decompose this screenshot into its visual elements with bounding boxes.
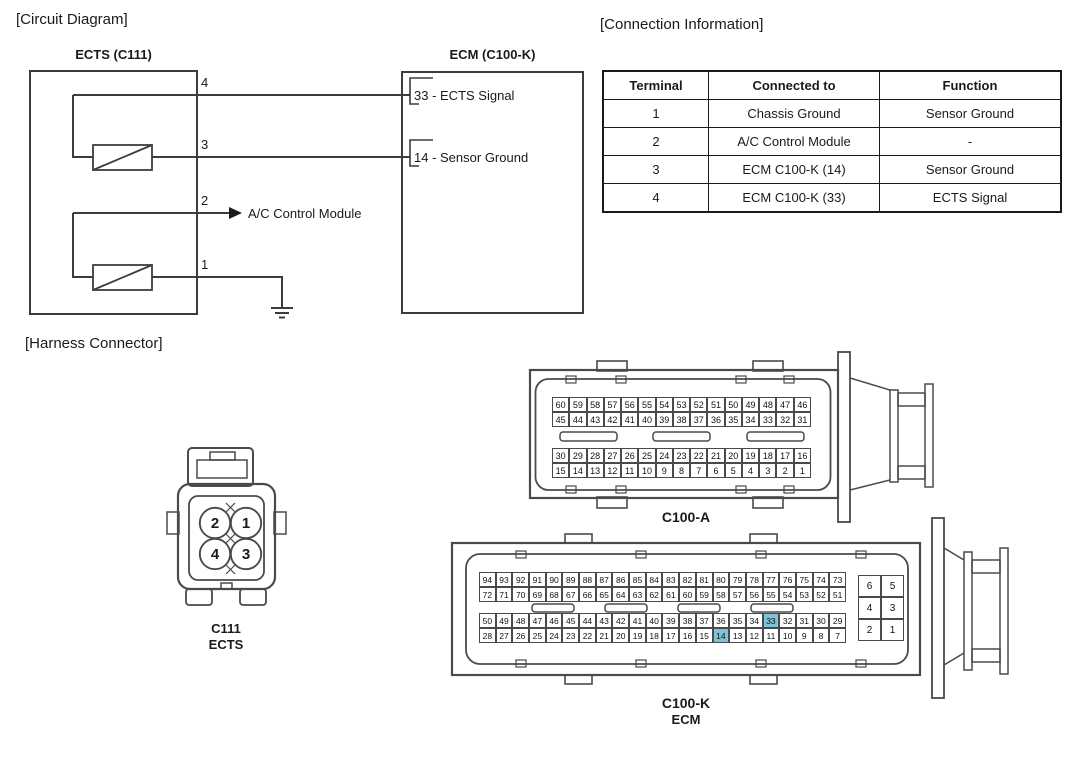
pin-cell-83: 83 bbox=[662, 572, 679, 587]
pin-cell-52: 52 bbox=[690, 397, 707, 412]
pin-cell-93: 93 bbox=[496, 572, 513, 587]
c100k-subtitle: ECM bbox=[671, 712, 701, 727]
pin-number-1: 1 bbox=[201, 257, 209, 272]
pin-cell-56: 56 bbox=[746, 587, 763, 602]
pin-cell-90: 90 bbox=[546, 572, 563, 587]
pin-cell-40: 40 bbox=[638, 412, 655, 427]
pin-cell-41: 41 bbox=[629, 613, 646, 628]
pin-cell-70: 70 bbox=[512, 587, 529, 602]
pin-cell-5: 5 bbox=[881, 575, 904, 597]
pin-cell-76: 76 bbox=[779, 572, 796, 587]
pin-cell-11: 11 bbox=[763, 628, 780, 643]
pin-cell-14: 14 bbox=[713, 628, 730, 643]
pin-cell-1: 1 bbox=[794, 463, 811, 478]
table-cell: 1 bbox=[603, 100, 709, 128]
pin-cell-19: 19 bbox=[742, 448, 759, 463]
pin-cell-29: 29 bbox=[829, 613, 846, 628]
c100a-connector-svg bbox=[520, 348, 1072, 523]
pin-cell-66: 66 bbox=[579, 587, 596, 602]
pin-cell-15: 15 bbox=[552, 463, 569, 478]
circuit-diagram-svg bbox=[0, 40, 600, 340]
pin-number-3: 3 bbox=[201, 137, 209, 152]
pin-cell-65: 65 bbox=[596, 587, 613, 602]
pin-cell-12: 12 bbox=[746, 628, 763, 643]
pin-cell-74: 74 bbox=[813, 572, 830, 587]
pin-cell-1: 1 bbox=[881, 619, 904, 641]
pin-cell-33: 33 bbox=[759, 412, 776, 427]
pin-cell-67: 67 bbox=[562, 587, 579, 602]
table-cell: Sensor Ground bbox=[880, 100, 1062, 128]
c111-connector-svg bbox=[150, 440, 310, 615]
pin-cell-17: 17 bbox=[662, 628, 679, 643]
pin-cell-23: 23 bbox=[562, 628, 579, 643]
pin-cell-82: 82 bbox=[679, 572, 696, 587]
pin-cell-16: 16 bbox=[679, 628, 696, 643]
pin-cell-10: 10 bbox=[779, 628, 796, 643]
pin-cell-50: 50 bbox=[479, 613, 496, 628]
pin-cell-6: 6 bbox=[707, 463, 724, 478]
pin-cell-20: 20 bbox=[725, 448, 742, 463]
pin-cell-49: 49 bbox=[742, 397, 759, 412]
pin-cell-43: 43 bbox=[596, 613, 613, 628]
pin-cell-32: 32 bbox=[779, 613, 796, 628]
pin-cell-51: 51 bbox=[707, 397, 724, 412]
c111-pin-3: 3 bbox=[241, 546, 251, 563]
pin-cell-27: 27 bbox=[496, 628, 513, 643]
pin-cell-56: 56 bbox=[621, 397, 638, 412]
col-function: Function bbox=[880, 71, 1062, 100]
pin-cell-9: 9 bbox=[656, 463, 673, 478]
pin-cell-84: 84 bbox=[646, 572, 663, 587]
pin-cell-20: 20 bbox=[612, 628, 629, 643]
pin-cell-43: 43 bbox=[587, 412, 604, 427]
table-cell: 2 bbox=[603, 128, 709, 156]
pin-cell-3: 3 bbox=[881, 597, 904, 619]
pin-cell-69: 69 bbox=[529, 587, 546, 602]
pin-cell-5: 5 bbox=[725, 463, 742, 478]
pin-cell-81: 81 bbox=[696, 572, 713, 587]
ecm-pin-14-label: 14 - Sensor Ground bbox=[414, 150, 529, 165]
ecm-box bbox=[402, 72, 583, 313]
pin-cell-16: 16 bbox=[794, 448, 811, 463]
pin-cell-28: 28 bbox=[587, 448, 604, 463]
pin-cell-61: 61 bbox=[662, 587, 679, 602]
pin-cell-8: 8 bbox=[813, 628, 830, 643]
pin-cell-59: 59 bbox=[696, 587, 713, 602]
table-cell: 3 bbox=[603, 156, 709, 184]
pin-cell-15: 15 bbox=[696, 628, 713, 643]
pin-cell-88: 88 bbox=[579, 572, 596, 587]
pin-cell-33: 33 bbox=[763, 613, 780, 628]
connection-information-title: [Connection Information] bbox=[600, 16, 764, 33]
pin-cell-35: 35 bbox=[729, 613, 746, 628]
pin-cell-23: 23 bbox=[673, 448, 690, 463]
pin-cell-57: 57 bbox=[729, 587, 746, 602]
pin-cell-27: 27 bbox=[604, 448, 621, 463]
pin-cell-44: 44 bbox=[579, 613, 596, 628]
pin-cell-42: 42 bbox=[612, 613, 629, 628]
table-cell: A/C Control Module bbox=[709, 128, 880, 156]
c100k-side-pin-block bbox=[858, 575, 904, 641]
pin-cell-7: 7 bbox=[829, 628, 846, 643]
col-terminal: Terminal bbox=[603, 71, 709, 100]
table-cell: 4 bbox=[603, 184, 709, 213]
pin-cell-22: 22 bbox=[579, 628, 596, 643]
pin-cell-79: 79 bbox=[729, 572, 746, 587]
pin-cell-31: 31 bbox=[794, 412, 811, 427]
pin-cell-47: 47 bbox=[529, 613, 546, 628]
pin-cell-52: 52 bbox=[813, 587, 830, 602]
pin-cell-24: 24 bbox=[546, 628, 563, 643]
pin-cell-59: 59 bbox=[569, 397, 586, 412]
pin-cell-30: 30 bbox=[552, 448, 569, 463]
c100a-name: C100-A bbox=[661, 509, 711, 525]
pin-cell-55: 55 bbox=[763, 587, 780, 602]
pin-cell-50: 50 bbox=[725, 397, 742, 412]
pin-cell-34: 34 bbox=[742, 412, 759, 427]
pin-cell-60: 60 bbox=[679, 587, 696, 602]
table-header-row bbox=[603, 71, 1061, 100]
pin-cell-45: 45 bbox=[552, 412, 569, 427]
pin-cell-58: 58 bbox=[587, 397, 604, 412]
arrow-icon bbox=[229, 207, 242, 219]
pin-cell-49: 49 bbox=[496, 613, 513, 628]
pin-cell-72: 72 bbox=[479, 587, 496, 602]
ecm-pin-33-label: 33 - ECTS Signal bbox=[414, 88, 515, 103]
pin-cell-94: 94 bbox=[479, 572, 496, 587]
table-row bbox=[603, 128, 1061, 156]
pin-cell-30: 30 bbox=[813, 613, 830, 628]
pin-cell-18: 18 bbox=[759, 448, 776, 463]
pin-cell-8: 8 bbox=[673, 463, 690, 478]
pin-cell-25: 25 bbox=[638, 448, 655, 463]
pin-cell-53: 53 bbox=[796, 587, 813, 602]
pin-cell-37: 37 bbox=[696, 613, 713, 628]
pin-cell-71: 71 bbox=[496, 587, 513, 602]
pin-cell-42: 42 bbox=[604, 412, 621, 427]
pin-cell-77: 77 bbox=[763, 572, 780, 587]
pin-cell-9: 9 bbox=[796, 628, 813, 643]
c100a-pin-grid-bottom bbox=[552, 448, 811, 478]
pin-cell-18: 18 bbox=[646, 628, 663, 643]
c100k-pin-grid-bottom bbox=[479, 613, 846, 643]
harness-connector-title: [Harness Connector] bbox=[25, 335, 163, 352]
pin-cell-2: 2 bbox=[776, 463, 793, 478]
pin-cell-34: 34 bbox=[746, 613, 763, 628]
pin-cell-21: 21 bbox=[707, 448, 724, 463]
c100k-name: C100-K bbox=[661, 695, 711, 711]
pin-cell-17: 17 bbox=[776, 448, 793, 463]
pin-cell-41: 41 bbox=[621, 412, 638, 427]
pin-cell-60: 60 bbox=[552, 397, 569, 412]
pin-cell-35: 35 bbox=[725, 412, 742, 427]
pin-cell-39: 39 bbox=[656, 412, 673, 427]
pin-cell-44: 44 bbox=[569, 412, 586, 427]
col-connected-to: Connected to bbox=[709, 71, 880, 100]
ground-icon bbox=[271, 308, 293, 318]
resistor-icon bbox=[93, 265, 152, 290]
pin-cell-29: 29 bbox=[569, 448, 586, 463]
connection-info-body bbox=[603, 100, 1061, 213]
pin-cell-6: 6 bbox=[858, 575, 881, 597]
table-row bbox=[603, 184, 1061, 213]
ac-control-module-label: A/C Control Module bbox=[248, 206, 362, 221]
pin-cell-26: 26 bbox=[512, 628, 529, 643]
pin-cell-64: 64 bbox=[612, 587, 629, 602]
pin-cell-24: 24 bbox=[656, 448, 673, 463]
pin-cell-13: 13 bbox=[587, 463, 604, 478]
pin-cell-7: 7 bbox=[690, 463, 707, 478]
pin-cell-21: 21 bbox=[596, 628, 613, 643]
pin-cell-68: 68 bbox=[546, 587, 563, 602]
pin-cell-89: 89 bbox=[562, 572, 579, 587]
resistor-icon bbox=[93, 145, 152, 170]
table-row bbox=[603, 156, 1061, 184]
pin-cell-58: 58 bbox=[713, 587, 730, 602]
pin-cell-39: 39 bbox=[662, 613, 679, 628]
pin-cell-14: 14 bbox=[569, 463, 586, 478]
circuit-diagram-title: [Circuit Diagram] bbox=[16, 11, 128, 28]
pin-cell-53: 53 bbox=[673, 397, 690, 412]
pin-cell-63: 63 bbox=[629, 587, 646, 602]
c100a-outline bbox=[530, 352, 933, 522]
pin-cell-75: 75 bbox=[796, 572, 813, 587]
pin-cell-3: 3 bbox=[759, 463, 776, 478]
table-cell: ECTS Signal bbox=[880, 184, 1062, 213]
c100a-pin-grid-top bbox=[552, 397, 811, 427]
c111-pin-2: 2 bbox=[210, 515, 220, 532]
pin-cell-22: 22 bbox=[690, 448, 707, 463]
pin-cell-78: 78 bbox=[746, 572, 763, 587]
c100k-pin-grid-top bbox=[479, 572, 846, 602]
c111-name: C111 bbox=[211, 621, 241, 636]
pin-cell-73: 73 bbox=[829, 572, 846, 587]
pin-cell-55: 55 bbox=[638, 397, 655, 412]
pin-cell-40: 40 bbox=[646, 613, 663, 628]
pin-number-4: 4 bbox=[201, 75, 209, 90]
ects-label: ECTS (C111) bbox=[75, 47, 152, 62]
pin-cell-51: 51 bbox=[829, 587, 846, 602]
pin-cell-4: 4 bbox=[858, 597, 881, 619]
pin-cell-26: 26 bbox=[621, 448, 638, 463]
pin-cell-87: 87 bbox=[596, 572, 613, 587]
pin-cell-57: 57 bbox=[604, 397, 621, 412]
pin-cell-54: 54 bbox=[656, 397, 673, 412]
pin-cell-46: 46 bbox=[794, 397, 811, 412]
pin-cell-48: 48 bbox=[759, 397, 776, 412]
table-cell: - bbox=[880, 128, 1062, 156]
pin-cell-91: 91 bbox=[529, 572, 546, 587]
pin-cell-36: 36 bbox=[707, 412, 724, 427]
pin-cell-19: 19 bbox=[629, 628, 646, 643]
pin-number-2: 2 bbox=[201, 193, 209, 208]
pin-cell-38: 38 bbox=[673, 412, 690, 427]
pin-cell-80: 80 bbox=[713, 572, 730, 587]
table-cell: Sensor Ground bbox=[880, 156, 1062, 184]
pin-cell-10: 10 bbox=[638, 463, 655, 478]
pin-cell-32: 32 bbox=[776, 412, 793, 427]
pin-cell-2: 2 bbox=[858, 619, 881, 641]
c111-pin-1: 1 bbox=[241, 515, 251, 532]
pin-cell-36: 36 bbox=[713, 613, 730, 628]
c111-pin-4: 4 bbox=[210, 546, 220, 563]
table-row bbox=[603, 100, 1061, 128]
pin-cell-4: 4 bbox=[742, 463, 759, 478]
connection-info-table bbox=[602, 70, 1062, 213]
pin-cell-92: 92 bbox=[512, 572, 529, 587]
pin-cell-38: 38 bbox=[679, 613, 696, 628]
pin-cell-54: 54 bbox=[779, 587, 796, 602]
ecm-label: ECM (C100-K) bbox=[449, 47, 536, 62]
pin-cell-28: 28 bbox=[479, 628, 496, 643]
pin-cell-13: 13 bbox=[729, 628, 746, 643]
c100k-outline bbox=[452, 518, 1008, 698]
pin-cell-12: 12 bbox=[604, 463, 621, 478]
pin-cell-31: 31 bbox=[796, 613, 813, 628]
pin-cell-45: 45 bbox=[562, 613, 579, 628]
table-cell: ECM C100-K (33) bbox=[709, 184, 880, 213]
table-cell: Chassis Ground bbox=[709, 100, 880, 128]
c111-subtitle: ECTS bbox=[208, 637, 244, 652]
pin-cell-47: 47 bbox=[776, 397, 793, 412]
table-cell: ECM C100-K (14) bbox=[709, 156, 880, 184]
pin-cell-37: 37 bbox=[690, 412, 707, 427]
pin-cell-11: 11 bbox=[621, 463, 638, 478]
pin-cell-86: 86 bbox=[612, 572, 629, 587]
pin-cell-48: 48 bbox=[512, 613, 529, 628]
pin-cell-62: 62 bbox=[646, 587, 663, 602]
pin-cell-85: 85 bbox=[629, 572, 646, 587]
pin-cell-46: 46 bbox=[546, 613, 563, 628]
pin-cell-25: 25 bbox=[529, 628, 546, 643]
